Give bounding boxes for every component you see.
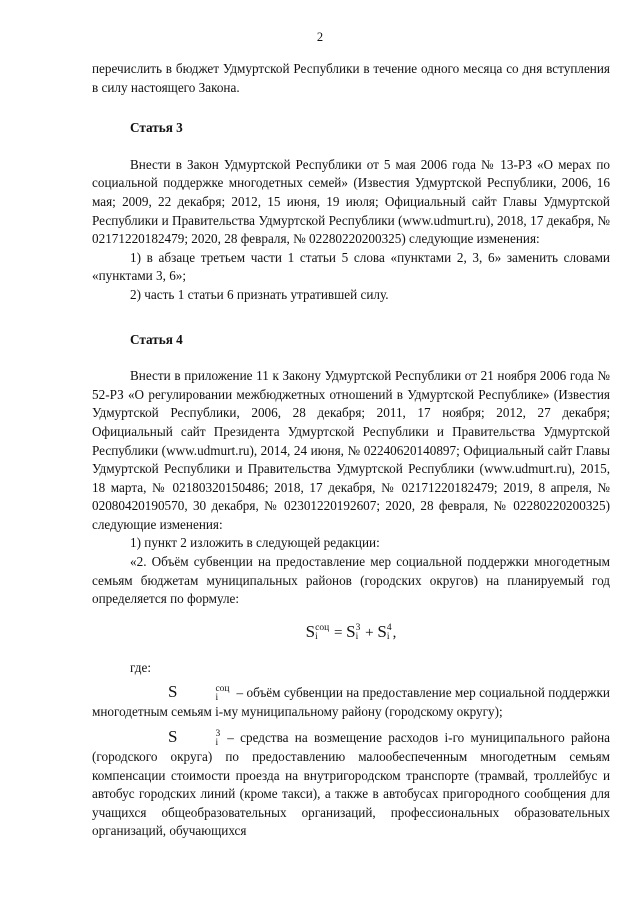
article-3-body: Внести в Закон Удмуртской Республики от 5 мая 2006 года № 13-РЗ «О мерах по социальной поддержке многодетных семей» (Известия Удмуртской Республики, 2006, 16 мая; 2009, 22 декабря; 2012, 15 июня, 19 июля; Официальный сайт Главы Удмуртской Республики и Правительства Удмуртской Республики (www.udmurt.ru), 2018, 17 декабря, № 02171220182479; 2020, 28 февраля, № 02280220200325) следующие изменения: (92, 156, 610, 247)
formula-lhs-index: соц i (315, 623, 330, 643)
page-number: 2 (316, 30, 324, 44)
intro-paragraph: перечислить в бюджет Удмуртской Республики в течение одного месяца со дня вступления в силу настоящего Закона. (92, 61, 610, 95)
def-1-term: S соц i (168, 682, 230, 704)
article-4-body: Внести в приложение 11 к Закону Удмуртской Республики от 21 ноября 2006 года № 52-РЗ «О регулировании межбюджетных отношений в Удмуртской Республике» (Известия Удмуртской Республики, 2006, 28 декабря; 2011, 17 ноября; 2012, 27 декабря; Официальный сайт Президента Удмуртской Республики и Правительства Удмуртской Республики (www.udmurt.ru), 2014, 24 июня, № 02240620140897; Официальный сайт Главы Удмуртской Республики и Правительства Удмуртской Республики (www.udmurt.ru), 2015, 18 марта, № 02180320150486; 2018, 17 декабря, № 02171220182479; 2019, 8 апреля, № 02080420190570, 30 декабря, № 02301220192607; 2020, 28 февраля, № 02280220200325) следующие изменения: (92, 368, 610, 532)
formula-trailing: , (392, 624, 397, 641)
formula-plus: + (365, 624, 374, 641)
formula-lhs-symbol: S (305, 621, 316, 641)
article-4-quote: «2. Объём субвенции на предоставление мер социальной поддержки многодетным семьям бюджетам муниципальных районов (городских округов) на планируемый год определяется по формуле: (92, 554, 610, 607)
article-4-heading: Статья 4 (130, 331, 183, 347)
def-2-term: S 3 i (168, 727, 221, 748)
formula-equals: = (333, 624, 343, 641)
article-3-item-1: 1) в абзаце третьем части 1 статьи 5 слова «пунктами 2, 3, 6» заменить словами «пунктами 3, 6»; (92, 249, 610, 284)
subsidy-formula (92, 621, 610, 647)
article-3-item-2: 2) часть 1 статьи 6 признать утратившей силу. (130, 286, 389, 302)
article-4-item-1: 1) пункт 2 изложить в следующей редакции: (130, 535, 380, 551)
formula-term1-symbol: S (346, 621, 356, 641)
where-label: где: (130, 659, 151, 675)
article-3-heading: Статья 3 (130, 120, 183, 136)
formula-term2-symbol: S (377, 621, 387, 641)
formula-term1-index: 3 i (355, 623, 361, 643)
definition-2 (92, 728, 610, 841)
document-body (92, 60, 610, 841)
formula-term2-index: 4 i (386, 623, 392, 643)
def-2-text: – средства на возмещение расходов i-го муниципального района (городского округа) по предоставлению малообеспеченным многодетным семьям компенсации стоимости проезда на внутригородском транспорте (трамвай, троллейбус и автобус городских линий (кроме такси), а также в автобусах пригородного сообщения для учащихся общеобразовательных организаций, профессиональных образовательных организаций, обучающихся (92, 730, 610, 839)
def-1-text: – объём субвенции на предоставление мер социальной поддержки многодетным семьям i-му муниципальному району (городскому округу); (92, 685, 610, 720)
definition-1 (92, 683, 610, 722)
